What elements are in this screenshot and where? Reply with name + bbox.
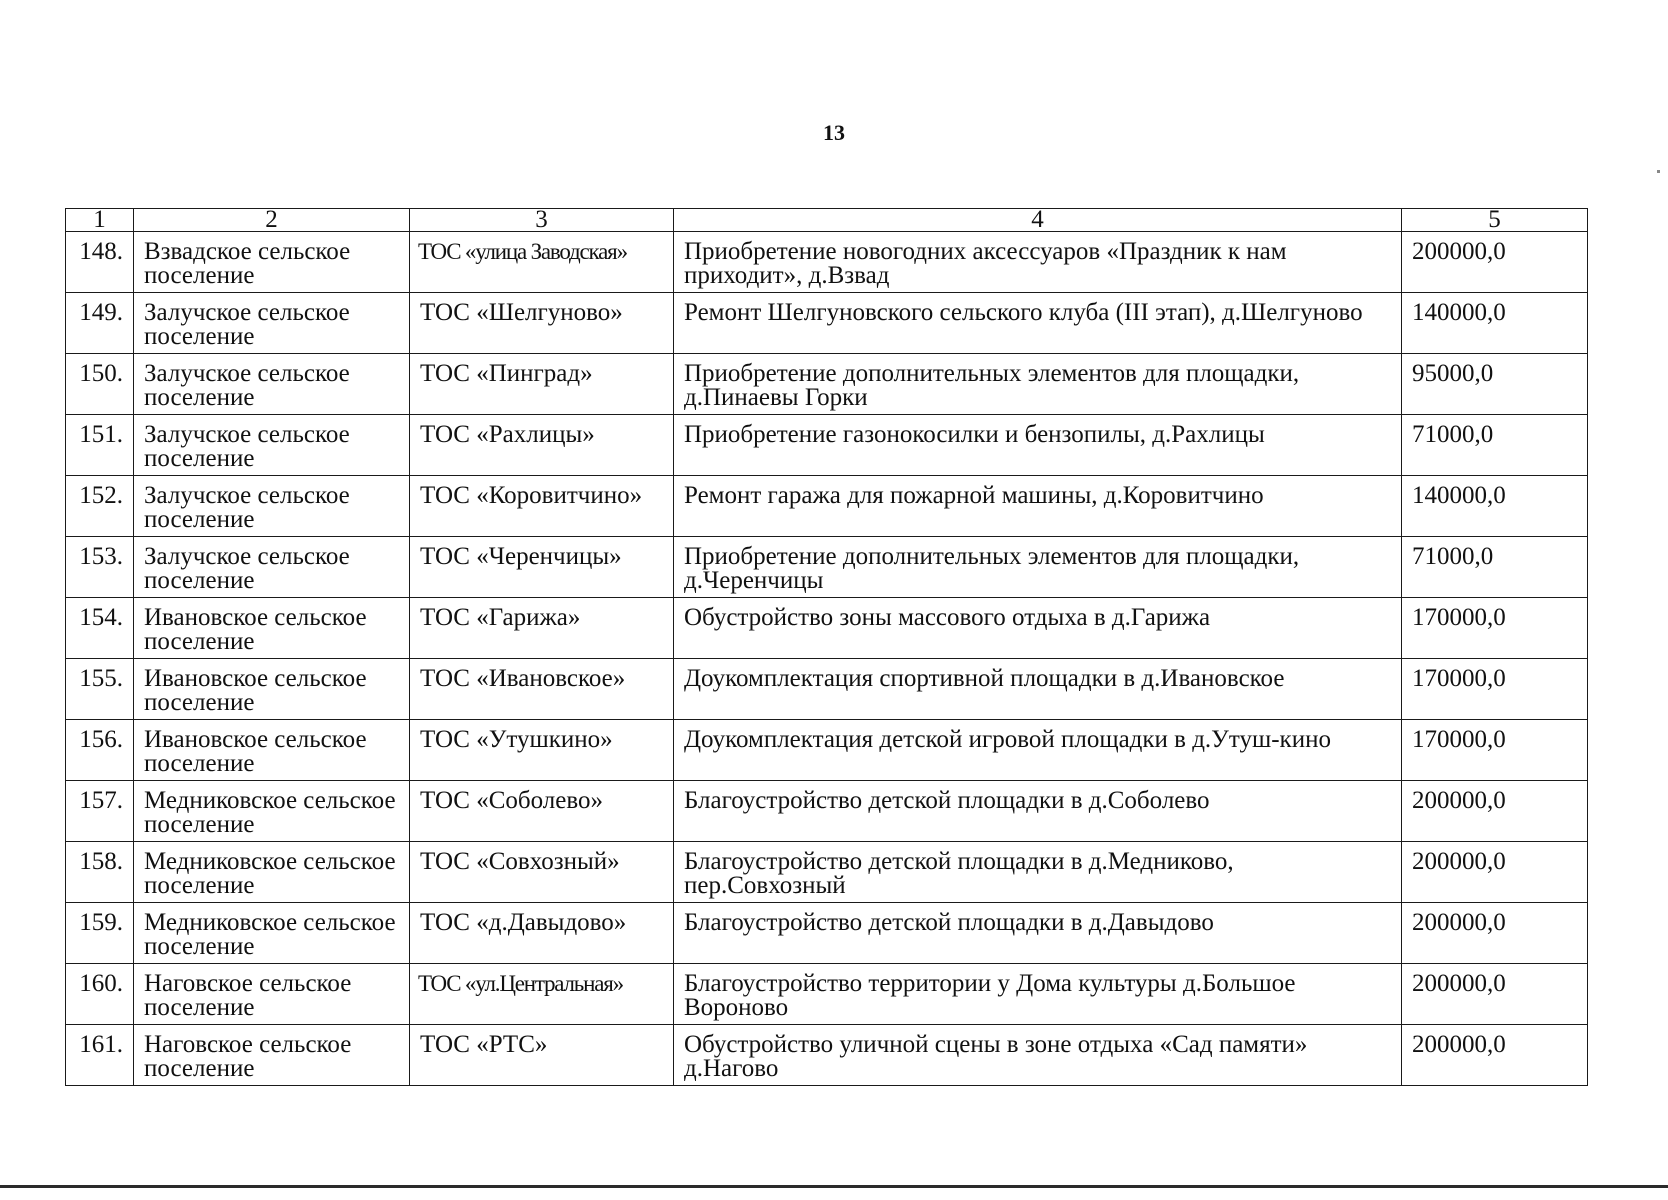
tos-cell: ТОС «Утушкино»: [410, 720, 674, 781]
amount-cell: 71000,0: [1402, 415, 1588, 476]
project-cell: Благоустройство детской площадки в д.Медниково, пер.Совхозный: [674, 842, 1402, 903]
row-number: 153.: [66, 537, 134, 598]
project-cell: Приобретение газонокосилки и бензопилы, д.Рахлицы: [674, 415, 1402, 476]
row-number: 158.: [66, 842, 134, 903]
project-cell: Обустройство уличной сцены в зоне отдыха «Сад памяти» д.Нагово: [674, 1025, 1402, 1086]
row-number: 149.: [66, 293, 134, 354]
project-cell: Приобретение новогодних аксессуаров «Праздник к нам приходит», д.Взвад: [674, 232, 1402, 293]
project-cell: Приобретение дополнительных элементов для площадки, д.Черенчицы: [674, 537, 1402, 598]
scan-mark: [1657, 170, 1660, 173]
table-row: [66, 232, 1588, 293]
amount-cell: 200000,0: [1402, 232, 1588, 293]
row-number: 157.: [66, 781, 134, 842]
amount-cell: 71000,0: [1402, 537, 1588, 598]
tos-cell: ТОС «Черенчицы»: [410, 537, 674, 598]
bottom-rule: [0, 1185, 1668, 1188]
amount-cell: 140000,0: [1402, 476, 1588, 537]
row-number: 151.: [66, 415, 134, 476]
settlement-cell: Медниковское сельское поселение: [134, 903, 410, 964]
project-cell: Ремонт Шелгуновского сельского клуба (III этап), д.Шелгуново: [674, 293, 1402, 354]
tos-cell: ТОС «Гарижа»: [410, 598, 674, 659]
row-number: 156.: [66, 720, 134, 781]
project-cell: Приобретение дополнительных элементов для площадки, д.Пинаевы Горки: [674, 354, 1402, 415]
header-col-5: 5: [1402, 209, 1588, 232]
settlement-cell: Ивановское сельское поселение: [134, 598, 410, 659]
projects-table: [65, 208, 1588, 1086]
table-row: [66, 354, 1588, 415]
table-row: [66, 659, 1588, 720]
row-number: 159.: [66, 903, 134, 964]
table-row: [66, 903, 1588, 964]
amount-cell: 170000,0: [1402, 720, 1588, 781]
settlement-cell: Ивановское сельское поселение: [134, 720, 410, 781]
tos-cell: ТОС «Коровитчино»: [410, 476, 674, 537]
project-cell: Доукомплектация спортивной площадки в д.Ивановское: [674, 659, 1402, 720]
tos-cell: ТОС «улица Заводская»: [410, 232, 674, 293]
row-number: 148.: [66, 232, 134, 293]
row-number: 160.: [66, 964, 134, 1025]
settlement-cell: Залучское сельское поселение: [134, 293, 410, 354]
tos-cell: ТОС «ул.Центральная»: [410, 964, 674, 1025]
tos-cell: ТОС «Ивановское»: [410, 659, 674, 720]
table-header-row: [66, 209, 1588, 232]
amount-cell: 200000,0: [1402, 842, 1588, 903]
row-number: 152.: [66, 476, 134, 537]
tos-cell: ТОС «Рахлицы»: [410, 415, 674, 476]
settlement-cell: Медниковское сельское поселение: [134, 781, 410, 842]
project-cell: Доукомплектация детской игровой площадки в д.Утуш-кино: [674, 720, 1402, 781]
project-cell: Благоустройство детской площадки в д.Давыдово: [674, 903, 1402, 964]
settlement-cell: Залучское сельское поселение: [134, 415, 410, 476]
tos-cell: ТОС «Соболево»: [410, 781, 674, 842]
table-row: [66, 720, 1588, 781]
table-row: [66, 537, 1588, 598]
table-row: [66, 598, 1588, 659]
table-row: [66, 781, 1588, 842]
amount-cell: 170000,0: [1402, 659, 1588, 720]
amount-cell: 95000,0: [1402, 354, 1588, 415]
settlement-cell: Наговское сельское поселение: [134, 964, 410, 1025]
row-number: 155.: [66, 659, 134, 720]
header-col-2: 2: [134, 209, 410, 232]
tos-cell: ТОС «Совхозный»: [410, 842, 674, 903]
row-number: 154.: [66, 598, 134, 659]
table-row: [66, 842, 1588, 903]
settlement-cell: Ивановское сельское поселение: [134, 659, 410, 720]
settlement-cell: Наговское сельское поселение: [134, 1025, 410, 1086]
settlement-cell: Залучское сельское поселение: [134, 476, 410, 537]
tos-cell: ТОС «РТС»: [410, 1025, 674, 1086]
project-cell: Благоустройство детской площадки в д.Соболево: [674, 781, 1402, 842]
amount-cell: 200000,0: [1402, 903, 1588, 964]
tos-cell: ТОС «Пинград»: [410, 354, 674, 415]
table-row: [66, 293, 1588, 354]
amount-cell: 140000,0: [1402, 293, 1588, 354]
tos-cell: ТОС «д.Давыдово»: [410, 903, 674, 964]
table-body: [66, 232, 1588, 1086]
table-row: [66, 1025, 1588, 1086]
table-row: [66, 476, 1588, 537]
tos-cell: ТОС «Шелгуново»: [410, 293, 674, 354]
amount-cell: 200000,0: [1402, 964, 1588, 1025]
amount-cell: 200000,0: [1402, 1025, 1588, 1086]
amount-cell: 170000,0: [1402, 598, 1588, 659]
table-row: [66, 415, 1588, 476]
amount-cell: 200000,0: [1402, 781, 1588, 842]
header-col-4: 4: [674, 209, 1402, 232]
settlement-cell: Взвадское сельское поселение: [134, 232, 410, 293]
row-number: 161.: [66, 1025, 134, 1086]
settlement-cell: Залучское сельское поселение: [134, 354, 410, 415]
row-number: 150.: [66, 354, 134, 415]
project-cell: Обустройство зоны массового отдыха в д.Гарижа: [674, 598, 1402, 659]
page-number: 13: [823, 120, 845, 145]
settlement-cell: Залучское сельское поселение: [134, 537, 410, 598]
header-col-1: 1: [66, 209, 134, 232]
settlement-cell: Медниковское сельское поселение: [134, 842, 410, 903]
project-cell: Ремонт гаража для пожарной машины, д.Коровитчино: [674, 476, 1402, 537]
header-col-3: 3: [410, 209, 674, 232]
table-row: [66, 964, 1588, 1025]
project-cell: Благоустройство территории у Дома культуры д.Большое Вороново: [674, 964, 1402, 1025]
